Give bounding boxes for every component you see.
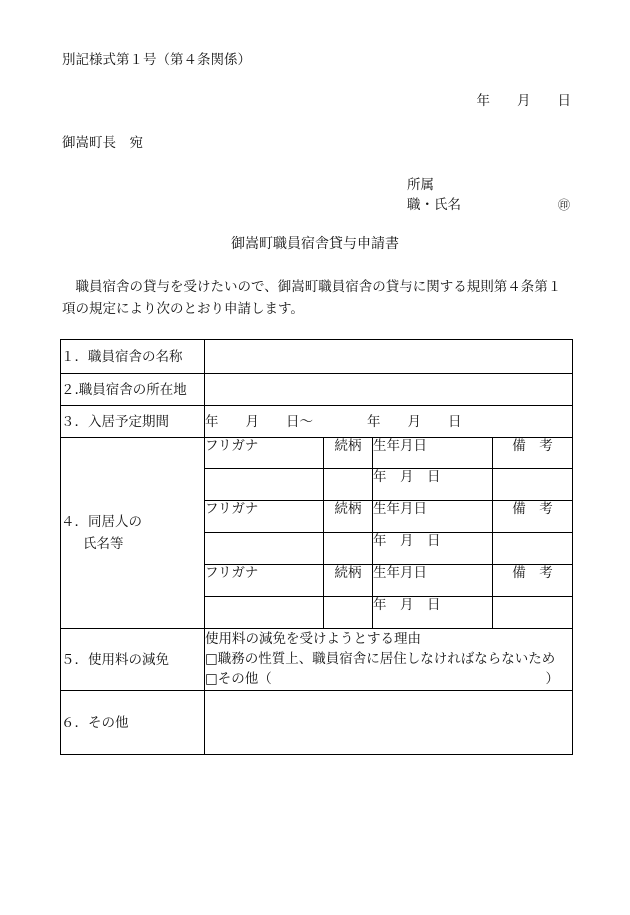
row-fee-reduction xyxy=(61,629,573,691)
remarks-value xyxy=(493,533,573,565)
fee-reduction-reason-heading: 使用料の減免を受けようとする理由 xyxy=(205,631,421,647)
dormitory-location-label: ２.職員宿舎の所在地 xyxy=(61,374,205,406)
furigana-label: フリガナ xyxy=(205,565,324,597)
dormitory-location-value xyxy=(205,374,573,406)
cohabitants-label xyxy=(61,438,205,629)
dormitory-name-value xyxy=(205,340,573,374)
remarks-value xyxy=(493,597,573,629)
fee-reduction-value xyxy=(205,629,573,691)
furigana-value xyxy=(205,533,324,565)
cohabitants-label-line: 氏名等 xyxy=(83,536,124,552)
addressee: 御嵩町長 宛 xyxy=(62,135,143,151)
row-other xyxy=(61,691,573,755)
other-value xyxy=(205,691,573,755)
move-in-period-label: ３．入居予定期間 xyxy=(61,406,205,438)
furigana-value xyxy=(205,597,324,629)
furigana-label: フリガナ xyxy=(205,438,324,469)
birthdate-value: 年 月 日 xyxy=(373,597,493,629)
birthdate-label: 生年月日 xyxy=(373,438,493,469)
relation-label: 続柄 xyxy=(324,501,373,533)
application-date: 年 月 日 xyxy=(476,93,571,109)
birthdate-value: 年 月 日 xyxy=(373,469,493,501)
row-move-in-period xyxy=(61,406,573,438)
relation-label: 続柄 xyxy=(324,565,373,597)
cohabitants-label-line: ４．同居人の xyxy=(61,514,142,530)
furigana-value xyxy=(205,469,324,501)
body-line: 項の規定により次のとおり申請します。 xyxy=(62,301,304,317)
option-other-open: □その他（ xyxy=(205,671,272,687)
fee-reduction-label: ５．使用料の減免 xyxy=(61,629,205,691)
remarks-label: 備 考 xyxy=(493,438,573,469)
form-number-label: 別記様式第１号（第４条関係） xyxy=(62,52,251,68)
birthdate-value: 年 月 日 xyxy=(373,533,493,565)
application-table xyxy=(60,339,573,755)
body-line: 職員宿舎の貸与を受けたいので、御嵩町職員宿舎の貸与に関する規則第４条第１ xyxy=(62,279,562,295)
position-name-label: 職・氏名 xyxy=(407,197,461,213)
other-label: ６．その他 xyxy=(61,691,205,755)
fee-reduction-option-duty: □職務の性質上、職員宿舎に居住しなければならないため xyxy=(205,651,556,667)
document-title: 御嵩町職員宿舎貸与申請書 xyxy=(231,236,399,252)
birthdate-label: 生年月日 xyxy=(373,501,493,533)
relation-value xyxy=(324,533,373,565)
furigana-label: フリガナ xyxy=(205,501,324,533)
row-dormitory-location xyxy=(61,374,573,406)
relation-value xyxy=(324,469,373,501)
option-other-close: ） xyxy=(545,671,559,687)
birthdate-label: 生年月日 xyxy=(373,565,493,597)
fee-reduction-option-other xyxy=(205,669,572,689)
row-dormitory-name xyxy=(61,340,573,374)
seal-mark: ㊞ xyxy=(558,198,571,212)
dormitory-name-label: １．職員宿舎の名称 xyxy=(61,340,205,374)
remarks-label: 備 考 xyxy=(493,501,573,533)
cohabitant-header-row xyxy=(61,438,573,469)
body-paragraph xyxy=(62,276,561,320)
affiliation-label: 所属 xyxy=(407,177,434,193)
remarks-value xyxy=(493,469,573,501)
relation-label: 続柄 xyxy=(324,438,373,469)
relation-value xyxy=(324,597,373,629)
remarks-label: 備 考 xyxy=(493,565,573,597)
move-in-period-value: 年 月 日～ 年 月 日 xyxy=(205,406,573,438)
